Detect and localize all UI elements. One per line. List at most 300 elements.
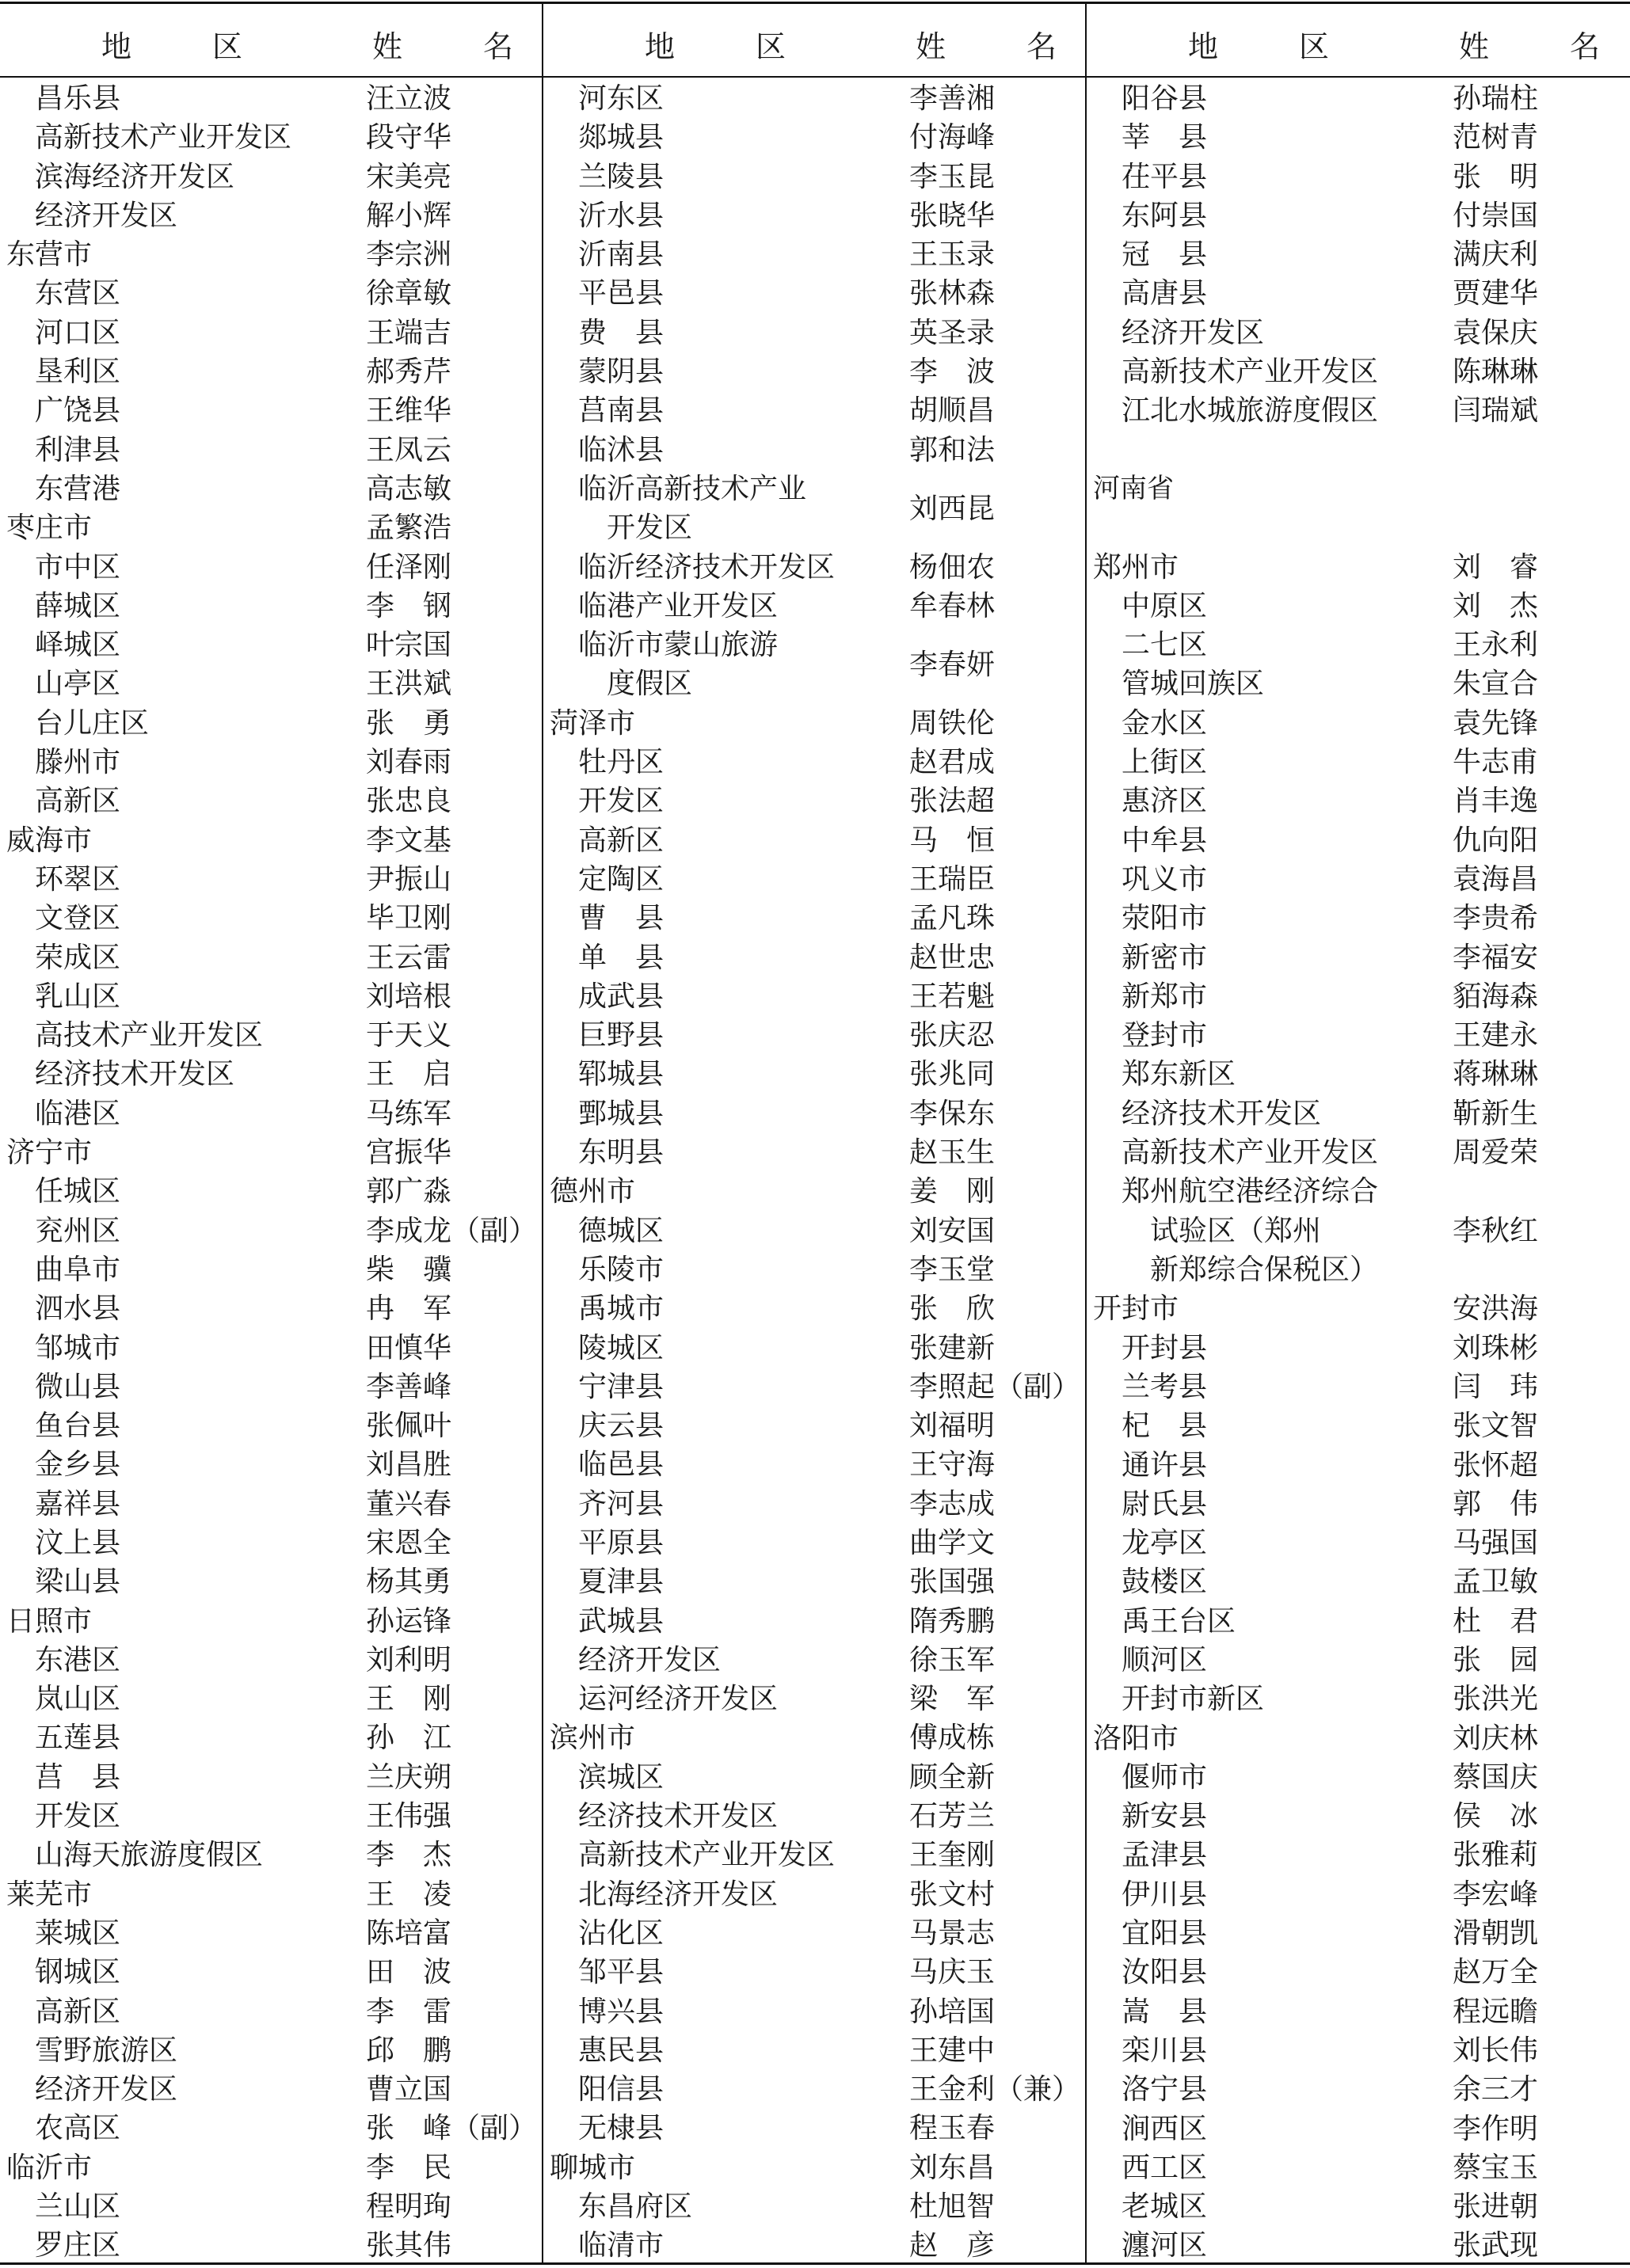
district-name: [1122, 1016, 1207, 1055]
person-name: 张 峰（副）: [366, 2112, 538, 2145]
person-name: 李宗洲: [366, 238, 452, 272]
person-name: 滑朝凯: [1453, 1917, 1539, 1950]
city-name: [550, 2148, 635, 2187]
person-name: 李 雷: [366, 1995, 452, 2028]
district-name: [1122, 1992, 1207, 2031]
district-name: [35, 1094, 120, 1133]
person-name: 赵君成: [909, 746, 996, 779]
table-row: [1087, 977, 1628, 1016]
person-name: 马练军: [366, 1097, 452, 1130]
table-row: [0, 274, 542, 313]
district-name: [578, 158, 664, 196]
table-row: [543, 1172, 1085, 1211]
person-name: 李春妍: [909, 648, 996, 681]
district-name: [1122, 743, 1207, 782]
area-line: 沂水县: [578, 199, 665, 232]
column-header: [1087, 0, 1628, 76]
area-line: 洛宁县: [1122, 2073, 1208, 2106]
table-row: [1087, 860, 1628, 899]
table-row: [0, 1406, 542, 1445]
area-line: 郯城县: [578, 121, 665, 154]
district-name: [578, 743, 664, 782]
table-row: [0, 1797, 542, 1836]
area-line: 金乡县: [35, 1448, 121, 1482]
table-row: [0, 79, 542, 118]
district-name: [1122, 626, 1207, 664]
table-row: [0, 938, 542, 977]
table-row: [1087, 2226, 1628, 2265]
area-line: 山亭区: [35, 668, 121, 701]
area-line: 菏泽市: [550, 706, 636, 740]
table-row: [1087, 1758, 1628, 1797]
area-line: 中牟县: [1122, 824, 1208, 857]
area-line: 微山县: [35, 1370, 121, 1403]
header-name-label: 姓 名: [1459, 29, 1626, 64]
area-line: 嘉祥县: [35, 1487, 121, 1520]
table-row: [0, 1641, 542, 1680]
person-name: 李成龙（副）: [366, 1214, 538, 1247]
person-name: 陈琳琳: [1453, 356, 1539, 389]
area-line: 农高区: [35, 2112, 121, 2145]
area-line: 河东区: [578, 82, 665, 115]
area-line: 杞 县: [1122, 1410, 1208, 1443]
table-row: [1087, 743, 1628, 782]
table-row: [1087, 1016, 1628, 1055]
table-row: [0, 1133, 542, 1172]
person-name: 孙培国: [909, 1995, 996, 2028]
table-row: [0, 1212, 542, 1250]
area-line: 临港区: [35, 1097, 121, 1130]
district-name: [35, 314, 120, 352]
area-line: 乳山区: [35, 980, 121, 1013]
table-row: [1087, 664, 1628, 703]
district-name: [578, 2109, 664, 2148]
district-name: [578, 431, 664, 470]
area-line: 聊城市: [550, 2151, 636, 2184]
table-row: [1087, 274, 1628, 313]
person-name: 隋秀鹏: [909, 1604, 996, 1638]
district-name: [35, 158, 234, 196]
area-line: 孟津县: [1122, 1839, 1208, 1872]
table-row: [0, 626, 542, 664]
table-column-3: [1087, 0, 1628, 2265]
area-line: 临沭县: [578, 433, 665, 466]
table-row: [1087, 1289, 1628, 1328]
area-line: 高新技术产业开发区: [35, 121, 292, 154]
area-line: 尉氏县: [1122, 1487, 1208, 1520]
table-row: [1087, 118, 1628, 157]
district-name: [1122, 664, 1264, 703]
area-line: 新安县: [1122, 1800, 1208, 1833]
district-name: [35, 2070, 177, 2109]
person-name: 王若魁: [909, 980, 996, 1013]
table-row: [1087, 782, 1628, 820]
person-name: 程明珣: [366, 2190, 452, 2224]
person-name: 王奎刚: [909, 1839, 996, 1872]
district-name: [1122, 2226, 1207, 2265]
person-name: 郭和法: [909, 433, 996, 466]
table-row: [0, 1055, 542, 1094]
district-name: [35, 1992, 120, 2031]
district-name: [35, 1641, 120, 1680]
table-row: [0, 1836, 542, 1874]
area-line: 郓城县: [578, 1058, 665, 1091]
city-name: [550, 1718, 635, 1757]
area-line: 郑州航空港经济综合: [1122, 1175, 1379, 1208]
district-name: [578, 235, 664, 274]
table-row: [0, 1524, 542, 1562]
table-row: [1087, 1797, 1628, 1836]
person-name: 李善峰: [366, 1370, 452, 1403]
area-line: 通许县: [1122, 1448, 1208, 1482]
table-row: [0, 2148, 542, 2187]
table-row: [543, 782, 1085, 820]
person-name: 王云雷: [366, 941, 452, 974]
district-name: [1122, 704, 1207, 743]
person-name: 靳新生: [1453, 1097, 1539, 1130]
person-name: 郭广淼: [366, 1175, 452, 1208]
person-name: 高志敏: [366, 472, 452, 505]
district-name: [35, 626, 120, 664]
district-name: [578, 626, 840, 704]
table-row: [1087, 1329, 1628, 1368]
district-name: [578, 1289, 664, 1328]
person-name: 董兴春: [366, 1487, 452, 1520]
area-line: 滕州市: [35, 746, 121, 779]
area-line: 高新技术产业开发区: [1122, 356, 1379, 389]
area-line: 文登区: [35, 902, 121, 935]
table-row: [543, 938, 1085, 977]
person-name: 李玉堂: [909, 1253, 996, 1286]
table-column-2: [543, 0, 1085, 2265]
area-line: 惠民县: [578, 2034, 665, 2067]
district-name: [1122, 1524, 1207, 1562]
district-name: [35, 1836, 263, 1874]
table-row: [543, 235, 1085, 274]
area-line: 邹城市: [35, 1331, 121, 1364]
district-name: [1122, 1055, 1236, 1094]
district-name: [35, 548, 120, 587]
table-row: [1087, 1953, 1628, 1992]
table-row: [543, 158, 1085, 196]
table-row: [543, 1250, 1085, 1289]
district-name: [1122, 1406, 1207, 1445]
table-row: [543, 118, 1085, 157]
table-row: [0, 1602, 542, 1641]
area-line: 兰山区: [35, 2190, 121, 2224]
column-rows: [543, 79, 1085, 2266]
person-name: 王维华: [366, 394, 452, 428]
person-name: 李福安: [1453, 941, 1539, 974]
table-row: [543, 1562, 1085, 1601]
person-name: 孙瑞柱: [1453, 82, 1539, 115]
area-line: 沂南县: [578, 238, 665, 272]
table-row: [0, 977, 542, 1016]
area-line: 滨州市: [550, 1722, 636, 1755]
district-name: [578, 1485, 664, 1524]
area-line: 开发区: [35, 1800, 121, 1833]
area-line: 经济技术开发区: [1122, 1097, 1322, 1130]
district-name: [35, 1953, 120, 1992]
area-line: 莒 县: [35, 1760, 121, 1794]
city-name: [1093, 1719, 1179, 1758]
district-name: [1122, 2031, 1207, 2070]
area-line: 定陶区: [578, 862, 665, 896]
person-name: 王玉录: [909, 238, 996, 272]
area-line: 莘 县: [1122, 121, 1208, 154]
person-name: 张国强: [909, 1566, 996, 1599]
area-line: 东昌府区: [578, 2190, 693, 2224]
table-row: [0, 2187, 542, 2226]
district-name: [35, 1445, 120, 1484]
person-name: 汪立波: [366, 82, 452, 115]
district-name: [35, 2226, 120, 2265]
area-line: 度假区: [607, 668, 693, 701]
district-name: [578, 548, 835, 587]
area-line: 莱芜市: [6, 1878, 93, 1911]
table-row: [0, 391, 542, 430]
district-name: [578, 1368, 664, 1406]
area-line: 开发区: [578, 785, 665, 818]
district-name: [578, 1329, 664, 1368]
district-name: [1122, 1953, 1207, 1992]
area-line: 兰陵县: [578, 160, 665, 193]
person-name: 闫瑞斌: [1453, 394, 1539, 428]
district-name: [1122, 860, 1207, 899]
area-line: 济宁市: [6, 1136, 93, 1170]
district-name: [35, 1212, 120, 1250]
area-line: 临沂市: [6, 2151, 93, 2184]
person-name: 英圣录: [909, 316, 996, 349]
person-name: 蔡宝玉: [1453, 2151, 1539, 2184]
table-row: [543, 860, 1085, 899]
area-line: 东营市: [6, 238, 93, 272]
area-line: 东阿县: [1122, 199, 1208, 232]
person-name: 李保东: [909, 1097, 996, 1130]
district-name: [35, 1406, 120, 1445]
person-name: 王金利（兼）: [909, 2073, 1081, 2106]
district-name: [35, 1758, 120, 1797]
area-line: 经济技术开发区: [35, 1058, 235, 1091]
district-name: [35, 352, 120, 391]
district-name: [1122, 1875, 1207, 1914]
area-line: 老城区: [1122, 2190, 1208, 2224]
table-row: [543, 821, 1085, 860]
area-line: 经济技术开发区: [578, 1800, 779, 1833]
table-row: [1087, 352, 1628, 391]
area-line: 枣庄市: [6, 512, 93, 545]
area-line: 沾化区: [578, 1916, 665, 1950]
district-name: [35, 704, 149, 743]
district-name: [1122, 235, 1207, 274]
table-row: [1087, 1094, 1628, 1133]
district-name: [578, 1914, 664, 1953]
table-row: [1087, 1055, 1628, 1094]
district-name: [35, 118, 291, 157]
person-name: 付崇国: [1453, 199, 1539, 232]
area-line: 岚山区: [35, 1683, 121, 1716]
table-row: [543, 2226, 1085, 2265]
area-line: 曹 县: [578, 902, 665, 935]
person-name: 马强国: [1453, 1527, 1539, 1560]
table-row: [0, 352, 542, 391]
area-line: 威海市: [6, 824, 93, 857]
area-line: 山海天旅游度假区: [35, 1839, 264, 1872]
person-name: 邱 鹏: [366, 2034, 452, 2067]
area-line: 五莲县: [35, 1722, 121, 1755]
area-line: 鱼台县: [35, 1410, 121, 1443]
area-line: 金水区: [1122, 706, 1208, 740]
district-name: [1122, 1680, 1264, 1718]
person-name: 张 勇: [366, 706, 452, 740]
person-name: 李 波: [909, 356, 996, 389]
table-row: [543, 1914, 1085, 1953]
person-name: 冉 军: [366, 1292, 452, 1326]
district-name: [35, 1680, 120, 1718]
district-name: [1122, 196, 1207, 235]
person-name: 梁 军: [909, 1683, 996, 1716]
person-name: 张忠良: [366, 785, 452, 818]
district-name: [1122, 118, 1207, 157]
person-name: 牛志甫: [1453, 746, 1539, 779]
person-name: 王 刚: [366, 1683, 452, 1716]
area-line: 上街区: [1122, 746, 1208, 779]
area-line: 阳谷县: [1122, 82, 1208, 115]
table-row: [0, 1680, 542, 1718]
table-row: [0, 782, 542, 820]
person-name: 赵玉生: [909, 1136, 996, 1170]
table-row: [0, 1562, 542, 1601]
table-row: [1087, 196, 1628, 235]
person-name: 赵世忠: [909, 941, 996, 974]
area-line: 环翠区: [35, 862, 121, 896]
person-name: 刘 杰: [1453, 589, 1539, 622]
district-name: [578, 352, 664, 391]
district-name: [578, 118, 664, 157]
district-name: [1122, 1562, 1207, 1601]
person-name: 闫 玮: [1453, 1370, 1539, 1403]
table-row: [0, 118, 542, 157]
person-name: 刘安国: [909, 1214, 996, 1247]
area-line: 德城区: [578, 1214, 665, 1247]
person-name: 刘长伟: [1453, 2034, 1539, 2067]
person-name: 李 民: [366, 2151, 452, 2184]
table-row: [0, 1718, 542, 1757]
district-name: [1122, 2187, 1207, 2226]
table-row: [0, 821, 542, 860]
table-row: [543, 1797, 1085, 1836]
district-name: [1122, 2070, 1207, 2109]
district-name: [578, 274, 664, 313]
person-name: 任泽刚: [366, 550, 452, 584]
person-name: 付海峰: [909, 121, 996, 154]
table-row: [0, 743, 542, 782]
table-row: [1087, 1485, 1628, 1524]
table-row: [543, 1875, 1085, 1914]
person-name: 朱宣合: [1453, 668, 1539, 701]
area-line: 河南省: [1093, 472, 1174, 504]
city-name: [6, 508, 92, 547]
table-row: [1087, 2070, 1628, 2109]
district-name: [578, 1836, 835, 1874]
table-row: [543, 1718, 1085, 1757]
district-name: [1122, 1758, 1207, 1797]
district-name: [1122, 1485, 1207, 1524]
person-name: 李贵希: [1453, 902, 1539, 935]
area-line: 无棣县: [578, 2112, 665, 2145]
table-row: [543, 1055, 1085, 1094]
district-name: [578, 1250, 664, 1289]
district-name: [1122, 274, 1207, 313]
area-line: 市中区: [35, 550, 121, 584]
district-name: [578, 79, 664, 118]
district-name: [1122, 1914, 1207, 1953]
table-row: [0, 196, 542, 235]
header-area-label: 地 区: [645, 29, 812, 64]
district-name: [578, 1094, 664, 1133]
person-name: 李 杰: [366, 1839, 452, 1872]
table-row: [0, 2226, 542, 2265]
area-line: 邹平县: [578, 1956, 665, 1989]
person-name: 徐玉军: [909, 1643, 996, 1676]
person-name: 王守海: [909, 1448, 996, 1482]
district-name: [35, 1718, 120, 1757]
district-name: [35, 196, 177, 235]
person-name: 孟卫敏: [1453, 1566, 1539, 1599]
area-line: 鼓楼区: [1122, 1566, 1208, 1599]
district-name: [578, 1055, 664, 1094]
person-name: 安洪海: [1453, 1292, 1539, 1326]
person-name: 赵 彦: [909, 2229, 996, 2262]
table-row: [1087, 391, 1628, 430]
city-name: [550, 1172, 635, 1211]
district-name: [578, 899, 664, 938]
person-name: 张佩叶: [366, 1410, 452, 1443]
area-line: 鄄城县: [578, 1097, 665, 1130]
table-row: [543, 352, 1085, 391]
table-row: [0, 1758, 542, 1797]
area-line: 峄城区: [35, 629, 121, 662]
district-name: [1122, 79, 1207, 118]
person-name: 张怀超: [1453, 1448, 1539, 1482]
person-name: 王永利: [1453, 629, 1539, 662]
district-name: [1122, 1133, 1378, 1172]
person-name: 王凤云: [366, 433, 452, 466]
area-line: 成武县: [578, 980, 665, 1013]
area-line: 河口区: [35, 316, 121, 349]
person-name: 贾建华: [1453, 277, 1539, 310]
person-name: 刘福明: [909, 1410, 996, 1443]
area-line: 开发区: [607, 512, 693, 545]
district-name: [578, 2031, 664, 2070]
person-name: 王建永: [1453, 1019, 1539, 1052]
district-name: [1122, 782, 1207, 820]
area-line: 滨城区: [578, 1760, 665, 1794]
area-line: 运河经济开发区: [578, 1683, 779, 1716]
district-name: [35, 1250, 120, 1289]
district-name: [35, 79, 120, 118]
area-line: 高新区: [35, 1995, 121, 2028]
person-name: 张 园: [1453, 1643, 1539, 1676]
area-line: 平邑县: [578, 277, 665, 310]
table-row: [0, 587, 542, 626]
area-line: 阳信县: [578, 2073, 665, 2106]
person-name: 王洪斌: [366, 668, 452, 701]
area-line: 兰考县: [1122, 1370, 1208, 1403]
district-name: [1122, 587, 1207, 626]
area-line: 莒南县: [578, 394, 665, 428]
district-name: [1122, 2148, 1207, 2187]
